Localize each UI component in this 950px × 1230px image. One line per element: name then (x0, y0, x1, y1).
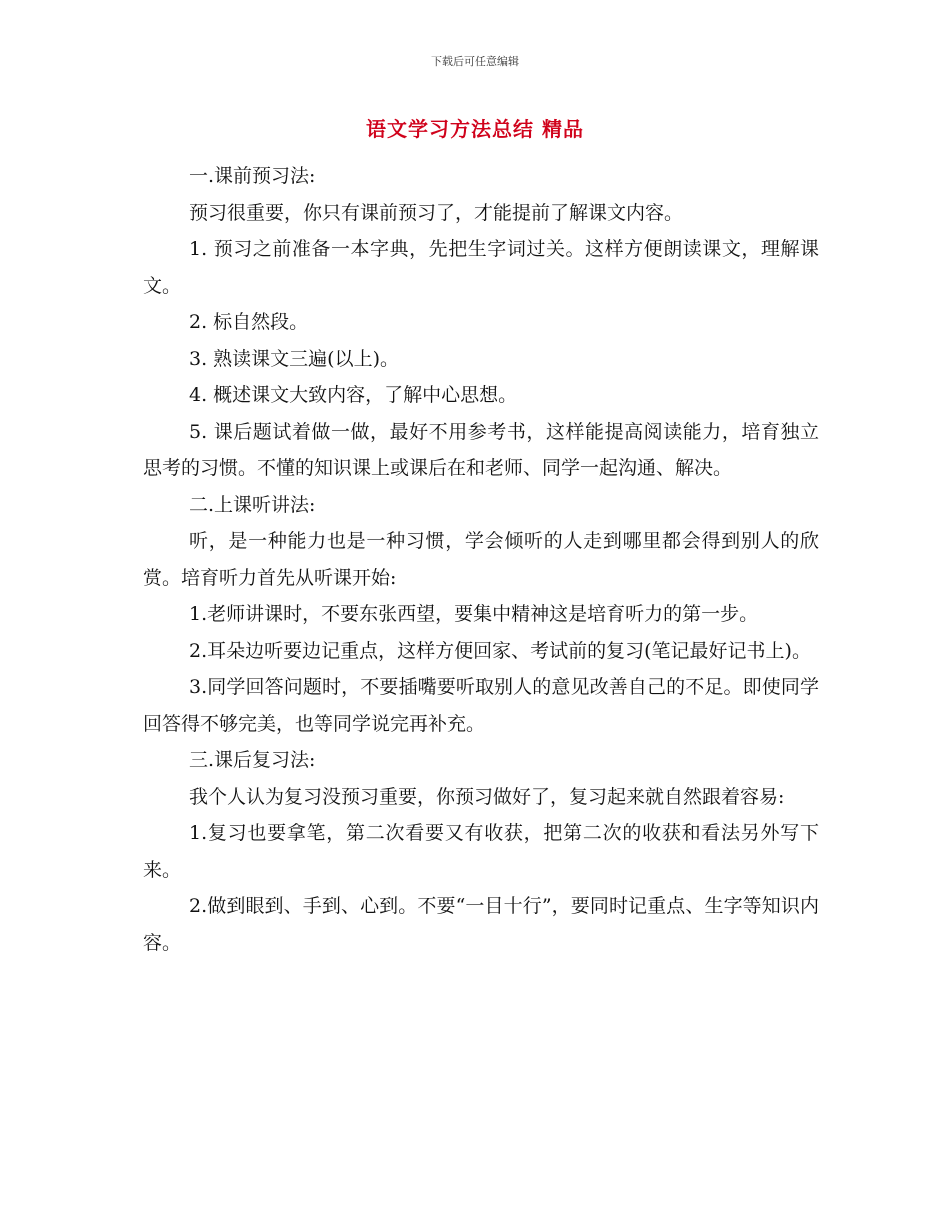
list-item: 2.耳朵边听要边记重点，这样方便回家、考试前的复习(笔记最好记书上)。 (189, 639, 811, 662)
list-item: 2. 标自然段。 (189, 311, 309, 333)
list-item: 3. 熟读课文三遍(以上)。 (189, 347, 399, 370)
document-body (143, 158, 819, 961)
list-item: 1. 预习之前准备一本字典，先把生字词过关。这样方便朗读课文，理解课文。 (143, 238, 819, 297)
list-item: 2.做到眼到、手到、心到。不要“一目十行”，要同时记重点、生字等知识内容。 (143, 895, 819, 954)
paragraph: 预习很重要，你只有课前预习了，才能提前了解课文内容。 (189, 201, 684, 224)
header-note: 下载后可任意编辑 (431, 55, 519, 68)
paragraph: 我个人认为复习没预习重要，你预习做好了，复习起来就自然跟着容易: (189, 785, 785, 808)
list-item: 5. 课后题试着做一做，最好不用参考书，这样能提高阅读能力，培育独立思考的习惯。不懂的知识课上或课后在和老师、同学一起沟通、解决。 (143, 420, 819, 479)
list-item: 1.复习也要拿笔，第二次看要又有收获，把第二次的收获和看法另外写下来。 (143, 822, 819, 881)
list-item: 1.老师讲课时，不要东张西望，要集中精神这是培育听力的第一步。 (189, 603, 759, 625)
section-heading-listening: 二.上课听讲法: (189, 493, 316, 516)
section-heading-preview: 一.课前预习法: (189, 165, 316, 187)
section-heading-review: 三.课后复习法: (189, 749, 316, 771)
list-item: 4. 概述课文大致内容，了解中心思想。 (189, 384, 518, 406)
paragraph: 听，是一种能力也是一种习惯，学会倾听的人走到哪里都会得到别人的欣赏。培育听力首先从听课开始: (143, 530, 819, 589)
document-title: 语文学习方法总结 精品 (366, 117, 584, 141)
list-item: 3.同学回答问题时，不要插嘴要听取别人的意见改善自己的不足。即使同学回答得不够完美，也等同学说完再补充。 (143, 676, 819, 735)
